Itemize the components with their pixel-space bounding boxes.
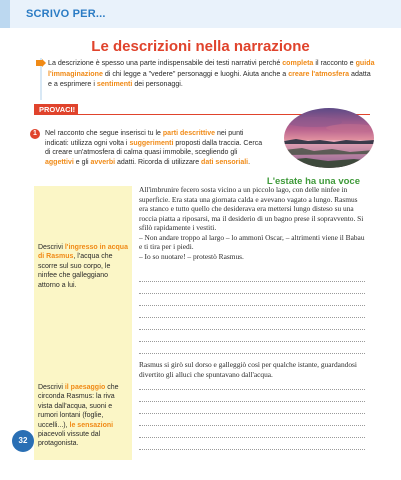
writing-line[interactable] <box>139 389 365 390</box>
section-label: SCRIVO PER... <box>26 8 106 20</box>
writing-line[interactable] <box>139 329 365 330</box>
story-dialog-line: – Io so nuotare! – protestò Rasmus. <box>139 251 244 261</box>
writing-line[interactable] <box>139 293 365 294</box>
writing-line[interactable] <box>139 401 365 402</box>
story-text-part1 <box>139 185 365 261</box>
story-paragraph: All'imbrunire fecero sosta vicino a un piccolo lago, con delle ninfee in superficie. Era stata una giornata calda e avevano vagato a lungo. Rasmus era stanco e tutto quello che desiderava era mettersi lungo disteso su una roccia piatta a riposarsi, ma il desiderio di un bagno prese il sopravvento. Si sfilò rapidamente i vestiti. <box>139 185 364 233</box>
hint-note-landscape: Descrivi il paesaggio che circonda Rasmus: la riva vista dall'acqua, suoni e rumori lontani (foglie, uccelli...), le sensazioni piacevoli vissute dal protagonista. <box>38 384 119 448</box>
writing-line[interactable] <box>139 305 365 306</box>
page-title: Le descrizioni nella narrazione <box>91 38 310 55</box>
header-stripe <box>0 0 10 28</box>
writing-line[interactable] <box>139 341 365 342</box>
writing-line[interactable] <box>139 353 365 354</box>
writing-line[interactable] <box>139 449 365 450</box>
hint-note-entrance: Descrivi l'ingresso in acqua di Rasmus, l'acqua che scorre sul suo corpo, le ninfee che galleggiano attorno a lui. <box>38 244 128 289</box>
intro-paragraph: La descrizione è spesso una parte indispensabile dei testi narrativi perché completa il racconto e guida l'immaginazione di chi legge a "vedere" personaggi e luoghi. Aiuta anche a creare l'atmosfera adatta e a esprimere i sentimenti dei personaggi. <box>48 59 375 89</box>
exercise-instructions: Nel racconto che segue inserisci tu le parti descrittive nei punti indicati: utilizza ogni volta i suggerimenti proposti dalla traccia. Cerca di creare un'atmosfera di calma quasi immobile, scegliendo gli aggettivi e gli avverbi adatti. Ricorda di utilizzare dati sensoriali. <box>45 130 263 166</box>
writing-line[interactable] <box>139 413 365 414</box>
story-title: L'estate ha una voce <box>266 176 360 187</box>
provaci-tab: PROVACI! <box>34 104 78 115</box>
page-number: 32 <box>18 436 28 445</box>
writing-line[interactable] <box>139 281 365 282</box>
story-dialog-line: – Non andare troppo al largo – lo ammonì Oscar, – altrimenti viene il Babau e ti tira per i piedi. <box>139 232 365 252</box>
writing-line[interactable] <box>139 437 365 438</box>
sunset-lake-photo <box>284 108 374 168</box>
arrow-bullet-icon <box>36 59 46 67</box>
story-text-part2 <box>139 360 365 379</box>
step-number-badge: 1 <box>30 129 40 139</box>
writing-line[interactable] <box>139 317 365 318</box>
story-paragraph: Rasmus si girò sul dorso e galleggiò così per qualche istante, guardandosi divertito gli alluci che spuntavano dall'acqua. <box>139 360 357 379</box>
writing-line[interactable] <box>139 425 365 426</box>
